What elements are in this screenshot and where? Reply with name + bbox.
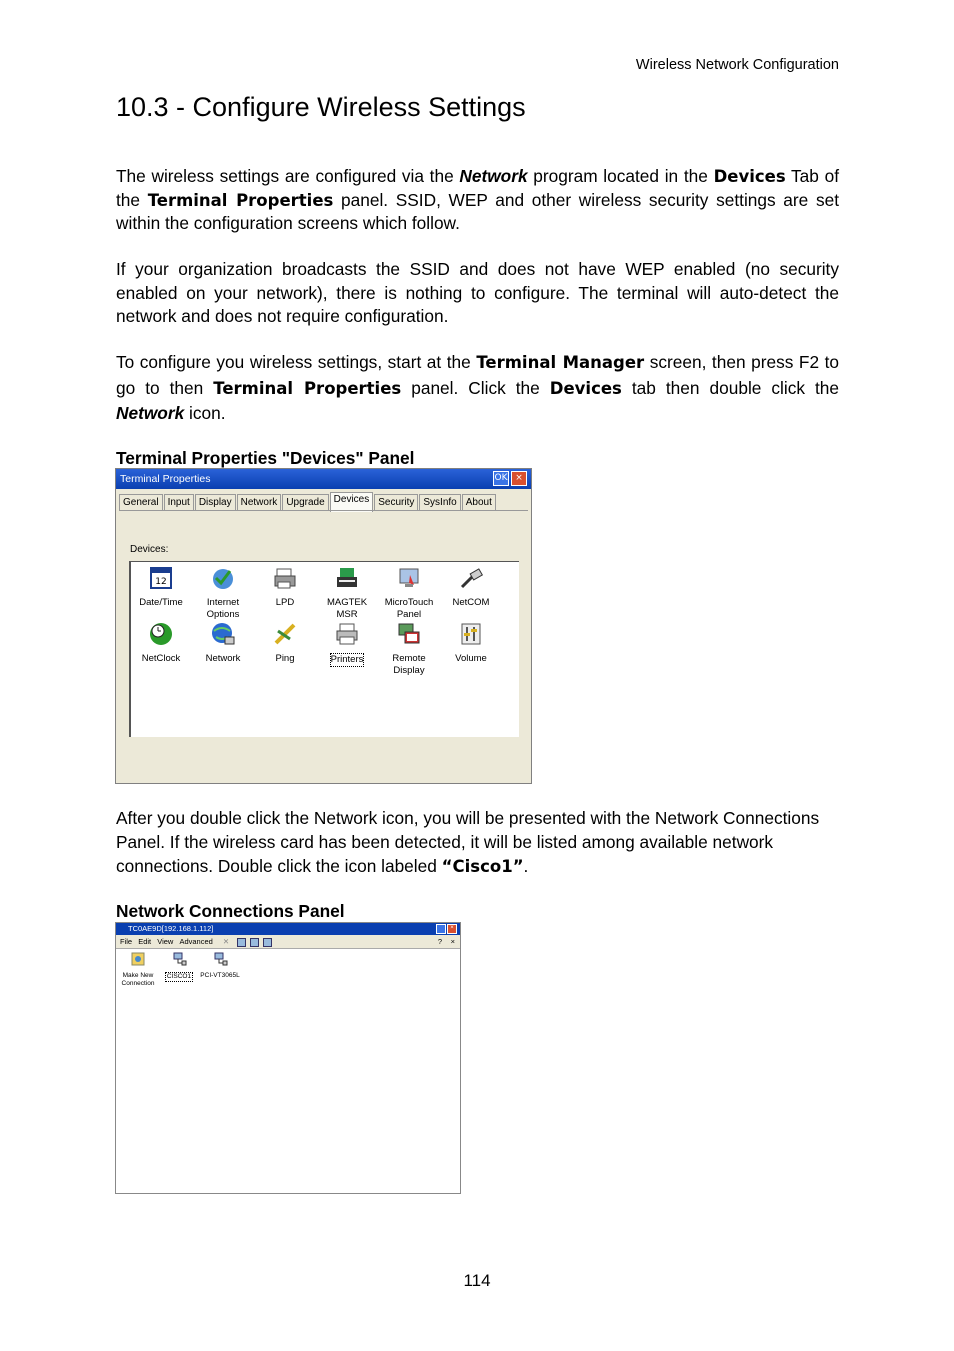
view-details-icon[interactable] xyxy=(263,938,272,947)
tab-network[interactable]: Network xyxy=(237,494,282,511)
printer-icon xyxy=(334,621,360,647)
new-connection-icon xyxy=(130,951,146,967)
menu-bar xyxy=(116,935,460,949)
maximize-icon[interactable] xyxy=(436,924,446,934)
paragraph-1: The wireless settings are configured via the Network program located in the Devices Tab of the Terminal Properties panel. SSID, WEP and other wireless security settings are set within the configuration screens which follow. xyxy=(116,166,839,233)
device-printers[interactable]: Printers xyxy=(317,621,377,667)
device-ping[interactable]: Ping xyxy=(255,621,315,665)
terminal-properties-window xyxy=(115,468,532,784)
globe-check-icon xyxy=(210,565,236,591)
figure-caption-2: Network Connections Panel xyxy=(116,901,345,921)
device-magtek-msr[interactable]: MAGTEK MSR xyxy=(317,565,377,621)
card-reader-icon xyxy=(334,565,360,591)
remote-display-icon xyxy=(396,621,422,647)
network-globe-icon xyxy=(210,621,236,647)
svg-text:12: 12 xyxy=(155,577,167,587)
device-microtouch-panel[interactable]: MicroTouch Panel xyxy=(379,565,439,621)
menu-edit[interactable]: Edit xyxy=(138,937,152,946)
figure-caption-1: Terminal Properties "Devices" Panel xyxy=(116,448,415,468)
printer-icon xyxy=(272,565,298,591)
ok-button[interactable]: OK xyxy=(493,471,509,486)
tab-about[interactable]: About xyxy=(462,494,496,511)
view-small-icon[interactable] xyxy=(250,938,259,947)
window-titlebar xyxy=(116,923,460,935)
menu-file[interactable]: File xyxy=(120,937,133,946)
network-connection-icon xyxy=(212,951,228,967)
net-clock-icon xyxy=(148,621,174,647)
help-button[interactable]: ? xyxy=(437,937,442,946)
cable-icon xyxy=(458,565,484,591)
tab-display[interactable]: Display xyxy=(195,494,236,511)
close-button[interactable]: × xyxy=(511,471,527,486)
paragraph-4: After you double click the Network icon, you will be presented with the Network Connections Panel. If the wireless card has been detected, it will be listed among available network connections. Double click the icon labeled “Cisco1”. xyxy=(116,808,820,876)
menu-close-button[interactable]: × xyxy=(450,937,455,946)
device-remote-display[interactable]: Remote Display xyxy=(379,621,439,677)
delete-icon[interactable]: ✕ xyxy=(222,937,230,946)
section-title: 10.3 - Configure Wireless Settings xyxy=(116,92,526,122)
tab-divider xyxy=(119,510,528,511)
window-title: TC0AE9D[192.168.1.112] xyxy=(128,924,214,933)
menu-advanced[interactable]: Advanced xyxy=(179,937,213,946)
make-new-connection[interactable]: Make New Connection xyxy=(118,951,158,988)
paragraph-3: To configure you wireless settings, start at the Terminal Manager screen, then press F2 to go to then Terminal Properties panel. Click the Devices tab then double click the Network icon. xyxy=(116,352,839,423)
paragraph-2: If your organization broadcasts the SSID and does not have WEP enabled (no security enabled on your network), there is nothing to configure. The terminal will auto-detect the network and does not require configuration. xyxy=(116,259,839,326)
touch-panel-icon xyxy=(396,565,422,591)
device-network[interactable]: Network xyxy=(193,621,253,665)
device-netclock[interactable]: NetClock xyxy=(131,621,191,665)
network-connections-window xyxy=(115,922,461,1194)
device-volume[interactable]: Volume xyxy=(441,621,501,665)
window-title: Terminal Properties xyxy=(120,473,211,485)
ping-icon xyxy=(272,621,298,647)
device-netcom[interactable]: NetCOM xyxy=(441,565,501,609)
tab-upgrade[interactable]: Upgrade xyxy=(282,494,328,511)
tab-sysinfo[interactable]: SysInfo xyxy=(419,494,460,511)
devices-label: Devices: xyxy=(130,544,169,555)
page-number: 114 xyxy=(463,1271,491,1290)
device-internet-options[interactable]: Internet Options xyxy=(193,565,253,621)
tab-general[interactable]: General xyxy=(119,494,163,511)
tab-devices[interactable]: Devices xyxy=(330,492,374,512)
device-lpd[interactable]: LPD xyxy=(255,565,315,609)
connection-pci-vt3065l[interactable]: PCI-VT3065L xyxy=(200,951,240,980)
network-connection-icon xyxy=(171,951,187,967)
running-header: Wireless Network Configuration xyxy=(635,57,839,73)
view-large-icon[interactable] xyxy=(237,938,246,947)
tab-security[interactable]: Security xyxy=(374,494,418,511)
window-titlebar xyxy=(116,469,531,489)
connection-cisco1[interactable]: CISCO1 xyxy=(159,951,199,982)
tab-input[interactable]: Input xyxy=(164,494,194,511)
menu-view[interactable]: View xyxy=(157,937,174,946)
devices-list xyxy=(129,561,519,737)
close-icon[interactable]: × xyxy=(447,924,457,934)
device-date-time[interactable]: 12 Date/Time xyxy=(131,565,191,609)
volume-icon xyxy=(458,621,484,647)
clock-calendar-icon xyxy=(148,565,174,591)
tab-strip xyxy=(119,494,497,511)
